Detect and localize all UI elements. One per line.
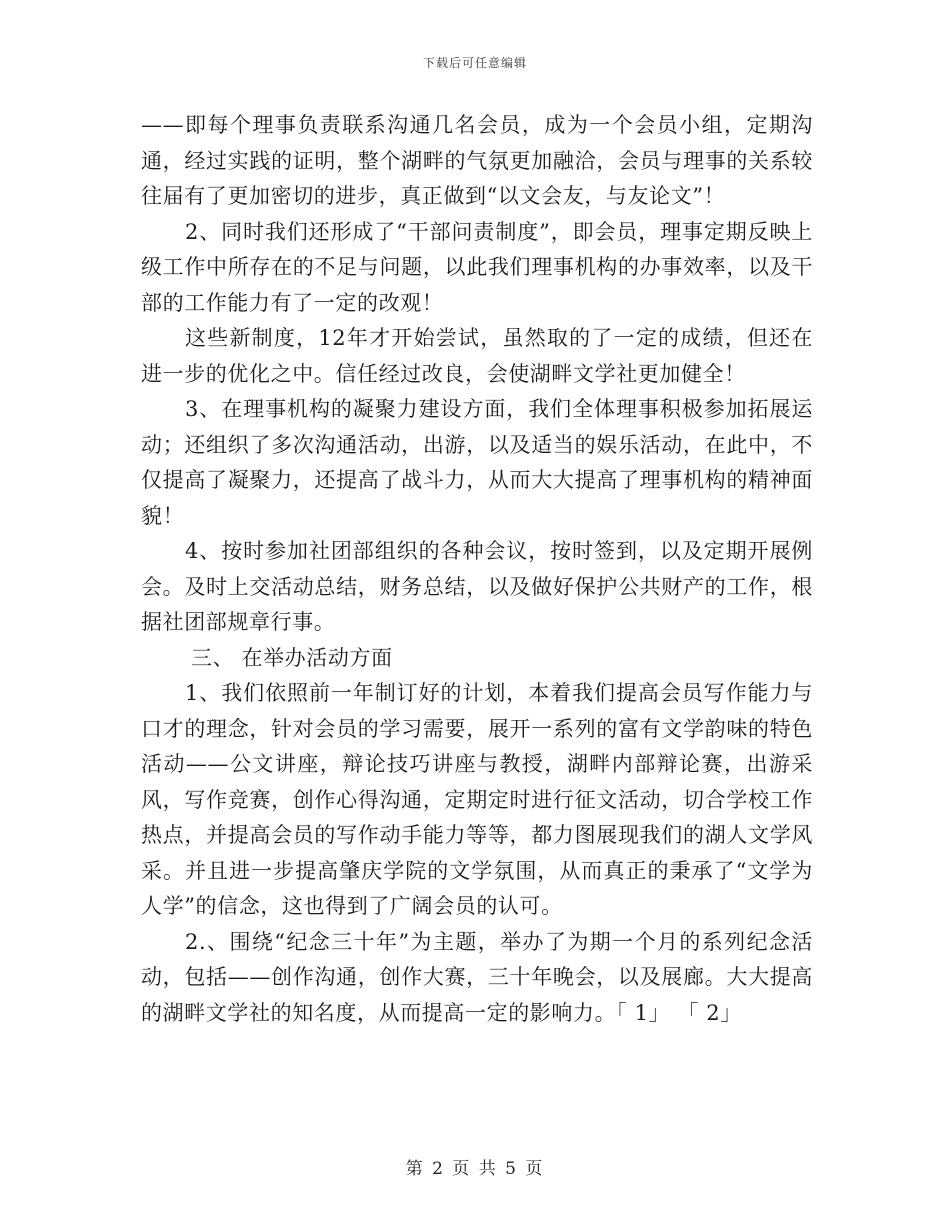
paragraph-activity-plan: 1、我们依照前一年制订好的计划，本着我们提高会员写作能力与口才的理念，针对会员的学习需要，展开一系列的富有文学韵味的特色活动——公文讲座，辩论技巧讲座与教授，湖畔内部辩论赛，出游采风，写作竞赛，创作心得沟通，定期定时进行征文活动，切合学校工作热点，并提高会员的写作动手能力等等，都力图展现我们的湖人文学风采。并且进一步提高肇庆学院的文学氛围，从而真正的秉承了“文学为人学”的信念，这也得到了广阔会员的认可。 (141, 681, 813, 918)
paragraph-cohesion-building: 3、在理事机构的凝聚力建设方面，我们全体理事积极参加拓展运动；还组织了多次沟通活动，出游，以及适当的娱乐活动，在此中，不仅提高了凝聚力，还提高了战斗力，从而大大提高了理事机构的精神面貌！ (141, 397, 813, 528)
page-header: 下载后可任意编辑 (422, 56, 527, 70)
paragraph-thirtieth-anniversary: 2.、围绕“纪念三十年”为主题，举办了为期一个月的系列纪念活动，包括——创作沟通，创作大赛，三十年晚会，以及展廊。大大提高的湖畔文学社的知名度，从而提高一定的影响力。「 1」 「 2」 (141, 929, 813, 1025)
paragraph-member-groups: ——即每个理事负责联系沟通几名会员，成为一个会员小组，定期沟通，经过实践的证明，整个湖畔的气氛更加融洽，会员与理事的关系较往届有了更加密切的进步，真正做到“以文会友，与友论文”！ (141, 113, 813, 208)
paragraph-new-systems: 这些新制度，12年才开始尝试，虽然取的了一定的成绩，但还在进一步的优化之中。信任经过改良，会使湖畔文学社更加健全！ (141, 326, 813, 386)
paragraph-accountability-system: 2、同时我们还形成了“干部问责制度”，即会员，理事定期反映上级工作中所存在的不足与问题，以此我们理事机构的办事效率，以及干部的工作能力有了一定的改观！ (141, 219, 813, 315)
paragraph-meetings: 4、按时参加社团部组织的各种会议，按时签到，以及定期开展例会。及时上交活动总结，财务总结，以及做好保护公共财产的工作，根据社团部规章行事。 (141, 539, 813, 634)
page-footer: 第 2 页 共 5 页 (405, 1159, 545, 1179)
section-heading-activities: 三、 在举办活动方面 (191, 645, 393, 670)
body-content (141, 108, 813, 1031)
